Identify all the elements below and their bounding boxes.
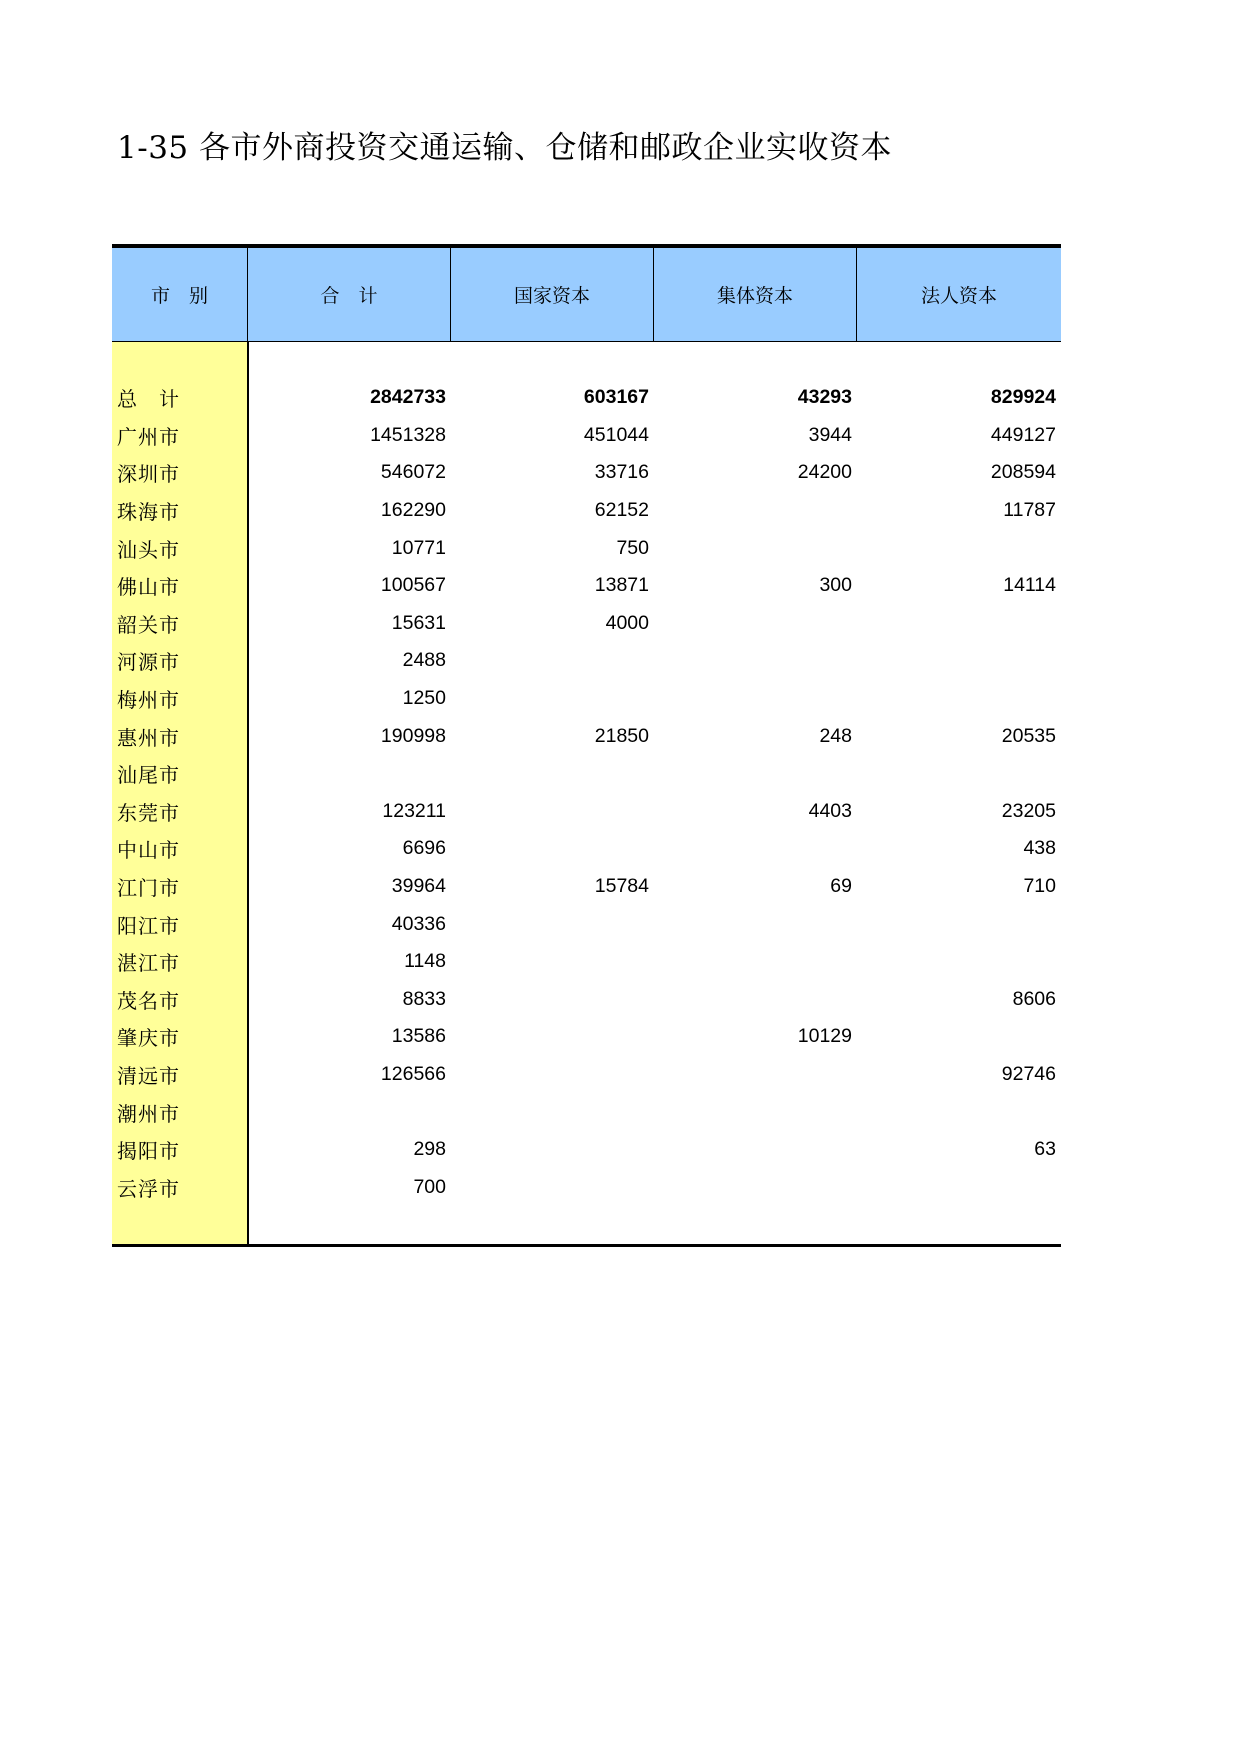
table-row (112, 905, 1061, 943)
cell-legal-person-capital: 710 (1023, 875, 1056, 898)
cell-state-capital: 4000 (605, 611, 649, 634)
cell-legal-person-capital: 63 (1034, 1138, 1056, 1161)
cell-city: 深圳市 (117, 462, 180, 487)
cell-state-capital: 62152 (594, 499, 649, 522)
cell-legal-person-capital: 14114 (1003, 574, 1056, 597)
cell-city: 肇庆市 (117, 1026, 180, 1051)
cell-total: 1250 (402, 687, 446, 710)
cell-total: 15631 (391, 611, 446, 634)
cell-legal-person-capital: 449127 (990, 423, 1056, 446)
cell-city: 揭阳市 (117, 1139, 180, 1164)
cell-total: 2842733 (370, 386, 446, 409)
table-row (112, 1018, 1061, 1056)
header-total: 合 计 (248, 248, 451, 341)
cell-total: 126566 (380, 1062, 446, 1085)
table-row (112, 492, 1061, 530)
cell-total: 10771 (391, 536, 446, 559)
cell-city: 云浮市 (117, 1176, 180, 1201)
cell-collective-capital: 69 (830, 875, 852, 898)
cell-legal-person-capital: 23205 (1001, 799, 1056, 822)
cell-total: 546072 (380, 461, 446, 484)
cell-city: 汕尾市 (117, 763, 180, 788)
cell-total: 700 (413, 1175, 446, 1198)
cell-total: 1451328 (370, 423, 446, 446)
table-row (112, 755, 1061, 793)
table-row (112, 981, 1061, 1019)
cell-total: 40336 (391, 912, 446, 935)
cell-state-capital: 451044 (583, 423, 649, 446)
data-table (112, 244, 1061, 1247)
header-legal-person-capital: 法人资本 (857, 248, 1061, 341)
cell-city: 东莞市 (117, 800, 180, 825)
cell-total: 298 (413, 1138, 446, 1161)
table-row (112, 717, 1061, 755)
cell-collective-capital: 43293 (797, 386, 852, 409)
table-bottom-rule (112, 1244, 1061, 1247)
table-row (112, 567, 1061, 605)
cell-city: 梅州市 (117, 688, 180, 713)
cell-legal-person-capital: 208594 (990, 461, 1056, 484)
cell-state-capital: 15784 (594, 875, 649, 898)
cell-collective-capital: 300 (819, 574, 852, 597)
cell-state-capital: 603167 (583, 386, 649, 409)
cell-total: 1148 (404, 950, 446, 973)
cell-total: 6696 (402, 837, 446, 860)
table-row-total (112, 379, 1061, 417)
cell-total: 162290 (380, 499, 446, 522)
cell-total: 8833 (402, 987, 446, 1010)
cell-city: 茂名市 (117, 988, 180, 1013)
table-header (112, 248, 1061, 342)
header-state-capital: 国家资本 (451, 248, 654, 341)
cell-legal-person-capital: 11787 (1003, 499, 1056, 522)
table-row (112, 1056, 1061, 1094)
cell-state-capital: 13871 (594, 574, 649, 597)
cell-city: 河源市 (117, 650, 180, 675)
table-row (112, 943, 1061, 981)
cell-total: 13586 (391, 1025, 446, 1048)
cell-collective-capital: 10129 (797, 1025, 852, 1048)
cell-city: 珠海市 (117, 500, 180, 525)
table-row (112, 642, 1061, 680)
cell-collective-capital: 248 (819, 724, 852, 747)
table-row (112, 680, 1061, 718)
cell-city: 江门市 (117, 876, 180, 901)
table-row (112, 417, 1061, 455)
cell-state-capital: 33716 (594, 461, 649, 484)
cell-city: 中山市 (117, 838, 180, 863)
cell-city: 清远市 (117, 1063, 180, 1088)
cell-legal-person-capital: 92746 (1001, 1062, 1056, 1085)
cell-total: 2488 (402, 649, 446, 672)
cell-collective-capital: 4403 (808, 799, 852, 822)
cell-city: 惠州市 (117, 725, 180, 750)
cell-legal-person-capital: 829924 (990, 386, 1056, 409)
header-collective-capital: 集体资本 (654, 248, 857, 341)
table-row (112, 830, 1061, 868)
cell-legal-person-capital: 438 (1023, 837, 1056, 860)
cell-city: 汕头市 (117, 537, 180, 562)
cell-city: 广州市 (117, 424, 180, 449)
cell-city: 潮州市 (117, 1101, 180, 1126)
cell-state-capital: 750 (616, 536, 649, 559)
cell-total: 190998 (380, 724, 446, 747)
page-title: 1-35 各市外商投资交通运输、仓储和邮政企业实收资本 (117, 130, 892, 166)
cell-total: 100567 (380, 574, 446, 597)
table-row (112, 529, 1061, 567)
cell-legal-person-capital: 20535 (1001, 724, 1056, 747)
cell-legal-person-capital: 8606 (1012, 987, 1056, 1010)
table-row (112, 605, 1061, 643)
cell-total: 39964 (391, 875, 446, 898)
cell-city: 韶关市 (117, 612, 180, 637)
table-body (112, 342, 1061, 1244)
table-row (112, 1093, 1061, 1131)
cell-state-capital: 21850 (594, 724, 649, 747)
table-row (112, 868, 1061, 906)
cell-city: 阳江市 (117, 913, 180, 938)
cell-city: 湛江市 (117, 951, 180, 976)
cell-city: 佛山市 (117, 575, 180, 600)
table-row (112, 1131, 1061, 1169)
table-row (112, 454, 1061, 492)
cell-collective-capital: 3944 (808, 423, 852, 446)
cell-total: 123211 (382, 799, 446, 822)
table-row (112, 793, 1061, 831)
table-row (112, 1168, 1061, 1206)
table-rows (112, 342, 1061, 1244)
cell-collective-capital: 24200 (797, 461, 852, 484)
header-city: 市 别 (112, 248, 248, 341)
cell-city: 总 计 (117, 387, 180, 412)
